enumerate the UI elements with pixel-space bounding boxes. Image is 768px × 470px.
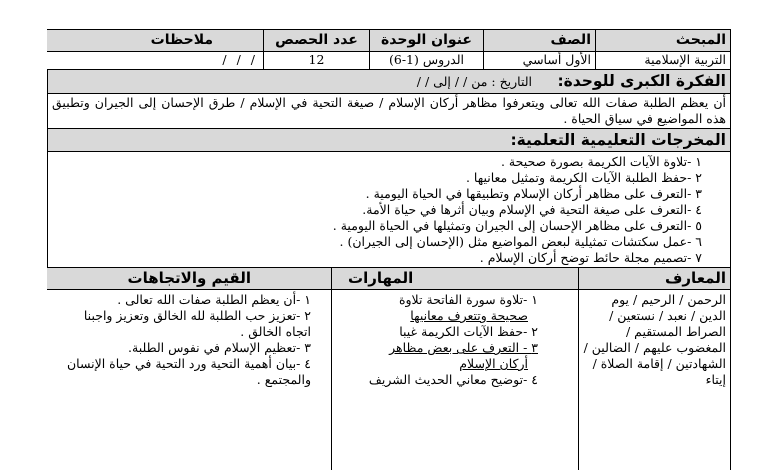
big-idea-title: الفكرة الكبرى للوحدة: bbox=[557, 72, 726, 90]
skills-header: المهارات bbox=[332, 268, 579, 290]
big-idea-heading bbox=[48, 70, 731, 94]
big-idea-table bbox=[47, 69, 731, 268]
notes-header: ملاحظات bbox=[47, 30, 264, 52]
class-header: الصف bbox=[484, 30, 596, 52]
class-value: الأول أساسي bbox=[484, 52, 596, 70]
outcome-item: ٥ -التعرف على مظاهر الإحسان إلى الجيران وتمثيلها في الحياة اليومية . bbox=[332, 218, 702, 233]
sessions-header: عدد الحصص bbox=[264, 30, 370, 52]
subject-value: التربية الإسلامية bbox=[596, 52, 731, 70]
values-header: القيم والاتجاهات bbox=[47, 268, 332, 290]
skills-list bbox=[332, 290, 578, 388]
unit-plan-document bbox=[47, 29, 731, 470]
outcomes-list bbox=[48, 152, 730, 267]
subject-header: المبحث bbox=[596, 30, 731, 52]
outcome-item: ٤ -التعرف على صيغة التحية في الإسلام وبيان أثرها في حياة الأمة. bbox=[362, 202, 702, 217]
sessions-value: 12 bbox=[264, 52, 370, 70]
value-item: ٤ -بيان أهمية التحية ورد التحية في حياة الإنسان والمجتمع . bbox=[66, 356, 311, 387]
notes-date-slashes: / / / bbox=[47, 52, 264, 70]
unit-title-header: عنوان الوحدة bbox=[370, 30, 484, 52]
skill-item: ١ -تلاوة سورة الفاتحة تلاوة bbox=[398, 292, 538, 307]
skill-item: صحيحة وتتعرف معانيها bbox=[410, 308, 528, 323]
skill-item: أركان الإسلام bbox=[459, 356, 528, 371]
value-item: ٢ -تعزيز حب الطلبة لله الخالق وتعزيز واجبنا اتجاه الخالق . bbox=[83, 308, 311, 339]
outcome-item: ٧ -تصميم مجلة حائط توضح أركان الإسلام . bbox=[479, 250, 702, 265]
values-list bbox=[47, 290, 331, 388]
skill-item: ٣ - التعرف على بعض مظاهر bbox=[389, 340, 538, 355]
outcome-item: ٢ -حفظ الطلبة الآيات الكريمة وتمثيل معانيها . bbox=[465, 170, 702, 185]
lessons-value: الدروس (1-6) bbox=[370, 52, 484, 70]
value-item: ٣ -تعظيم الإسلام في نفوس الطلبة. bbox=[128, 340, 311, 355]
skill-item: ٤ -توضيح معاني الحديث الشريف bbox=[368, 372, 538, 387]
outcome-item: ١ -تلاوة الآيات الكريمة بصورة صحيحة . bbox=[500, 154, 702, 169]
value-item: ١ -أن يعظم الطلبة صفات الله تعالى . bbox=[117, 292, 311, 307]
competencies-table bbox=[47, 267, 731, 470]
unit-info-table bbox=[47, 29, 731, 70]
knowledge-header: المعارف bbox=[579, 268, 731, 290]
outcome-item: ٦ -عمل سكتشات تمثيلية لبعض المواضيع مثل (الإحسان إلى الجيران) . bbox=[339, 234, 702, 249]
skill-item: ٢ -حفظ الآيات الكريمة غيبا bbox=[399, 324, 538, 339]
outcomes-heading: المخرجات التعليمية التعلمية: bbox=[48, 129, 731, 152]
date-range: التاريخ : من / / إلى / / bbox=[416, 74, 533, 89]
big-idea-text: أن يعظم الطلبة صفات الله تعالى ويتعرفوا مظاهر أركان الإسلام / صيغة التحية في الإسلام / طرق الإحسان إلى الجيران وتطبيق هذه المواضيع في سياق الحياة . bbox=[48, 94, 731, 129]
knowledge-text: الرحمن / الرحيم / يوم الدين / نعبد / نستعين / الصراط المستقيم / المغضوب عليهم / الضالين / الشهادتين / إقامة الصلاة / إيتاء bbox=[583, 292, 726, 387]
outcome-item: ٣ -التعرف على مظاهر أركان الإسلام وتطبيقها في الحياة اليومية . bbox=[365, 186, 702, 201]
